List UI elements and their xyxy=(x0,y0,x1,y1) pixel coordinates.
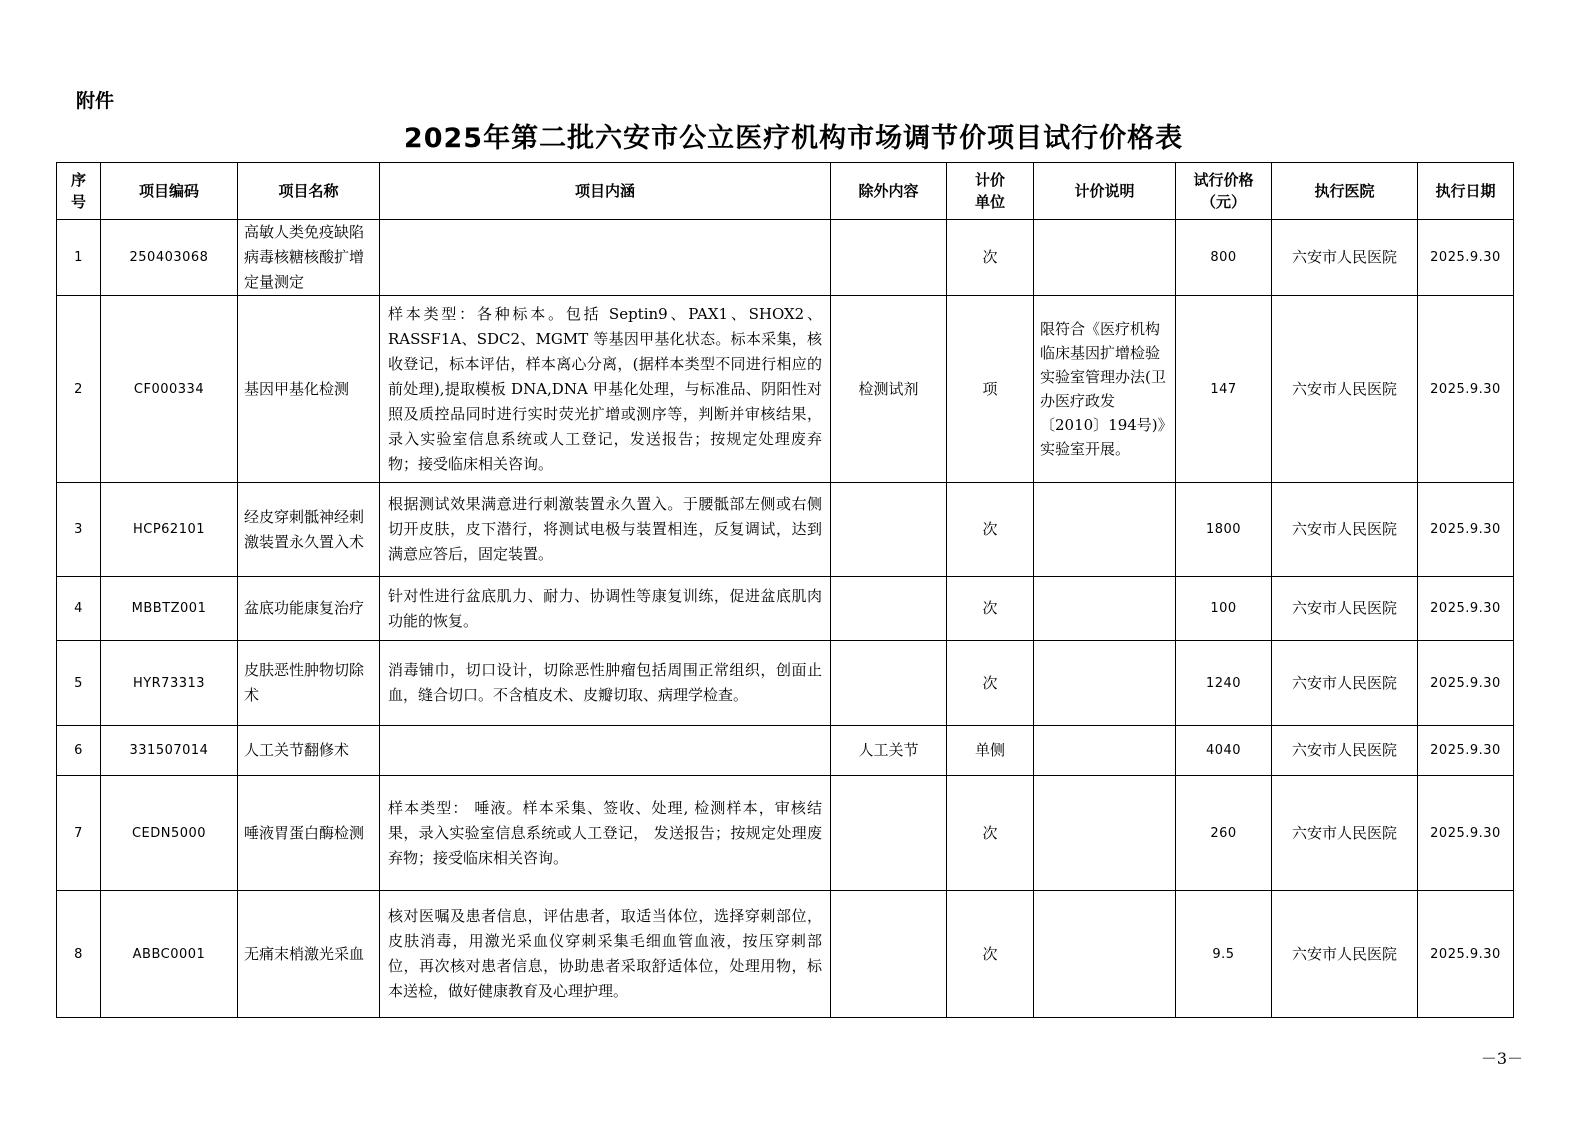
cell-price: 147 xyxy=(1176,296,1272,483)
cell-date: 2025.9.30 xyxy=(1418,577,1514,641)
header-name: 项目名称 xyxy=(238,163,380,220)
cell-price: 9.5 xyxy=(1176,891,1272,1018)
cell-date: 2025.9.30 xyxy=(1418,483,1514,577)
page-number: －3－ xyxy=(1480,1049,1523,1068)
cell-hospital: 六安市人民医院 xyxy=(1272,220,1418,296)
cell-date: 2025.9.30 xyxy=(1418,220,1514,296)
cell-price: 4040 xyxy=(1176,726,1272,776)
table-row xyxy=(57,641,1514,726)
cell-seq: 4 xyxy=(57,577,101,641)
cell-unit: 单侧 xyxy=(947,726,1034,776)
cell-content xyxy=(380,726,831,776)
cell-hospital: 六安市人民医院 xyxy=(1272,483,1418,577)
cell-unit: 次 xyxy=(947,776,1034,891)
cell-code: HCP62101 xyxy=(101,483,238,577)
header-unit: 计价单位 xyxy=(947,163,1034,220)
cell-hospital: 六安市人民医院 xyxy=(1272,296,1418,483)
cell-code: ABBC0001 xyxy=(101,891,238,1018)
cell-note xyxy=(1034,726,1176,776)
table-body xyxy=(57,220,1514,1018)
cell-hospital: 六安市人民医院 xyxy=(1272,577,1418,641)
header-date: 执行日期 xyxy=(1418,163,1514,220)
cell-seq: 3 xyxy=(57,483,101,577)
cell-hospital: 六安市人民医院 xyxy=(1272,726,1418,776)
header-seq: 序号 xyxy=(57,163,101,220)
table-row xyxy=(57,776,1514,891)
cell-code: CF000334 xyxy=(101,296,238,483)
cell-unit: 次 xyxy=(947,641,1034,726)
cell-name: 无痛末梢激光采血 xyxy=(238,891,380,1018)
cell-content: 样本类型： 唾液。样本采集、签收、处理, 检测样本，审核结果，录入实验室信息系统或人工登记， 发送报告；按规定处理废弃物；接受临床相关咨询。 xyxy=(380,776,831,891)
cell-content: 消毒铺巾，切口设计，切除恶性肿瘤包括周围正常组织，创面止血，缝合切口。不含植皮术、皮瓣切取、病理学检查。 xyxy=(380,641,831,726)
header-exclusion: 除外内容 xyxy=(831,163,947,220)
cell-seq: 2 xyxy=(57,296,101,483)
cell-price: 1240 xyxy=(1176,641,1272,726)
cell-price: 800 xyxy=(1176,220,1272,296)
cell-note xyxy=(1034,220,1176,296)
header-price: 试行价格（元） xyxy=(1176,163,1272,220)
header-content: 项目内涵 xyxy=(380,163,831,220)
cell-unit: 项 xyxy=(947,296,1034,483)
table-row xyxy=(57,296,1514,483)
cell-note xyxy=(1034,577,1176,641)
cell-exclusion xyxy=(831,577,947,641)
cell-date: 2025.9.30 xyxy=(1418,641,1514,726)
cell-name: 唾液胃蛋白酶检测 xyxy=(238,776,380,891)
cell-unit: 次 xyxy=(947,220,1034,296)
cell-hospital: 六安市人民医院 xyxy=(1272,891,1418,1018)
cell-price: 100 xyxy=(1176,577,1272,641)
cell-price: 260 xyxy=(1176,776,1272,891)
cell-seq: 1 xyxy=(57,220,101,296)
cell-exclusion xyxy=(831,776,947,891)
header-code: 项目编码 xyxy=(101,163,238,220)
header-note: 计价说明 xyxy=(1034,163,1176,220)
table-row xyxy=(57,726,1514,776)
cell-seq: 8 xyxy=(57,891,101,1018)
cell-content: 根据测试效果满意进行刺激装置永久置入。于腰骶部左侧或右侧切开皮肤，皮下潜行，将测试电极与装置相连，反复调试，达到满意应答后，固定装置。 xyxy=(380,483,831,577)
cell-date: 2025.9.30 xyxy=(1418,891,1514,1018)
cell-name: 盆底功能康复治疗 xyxy=(238,577,380,641)
price-table xyxy=(56,162,1514,1018)
cell-date: 2025.9.30 xyxy=(1418,296,1514,483)
cell-exclusion xyxy=(831,220,947,296)
page-title: 2025年第二批六安市公立医疗机构市场调节价项目试行价格表 xyxy=(403,123,1184,154)
cell-content: 核对医嘱及患者信息，评估患者，取适当体位，选择穿刺部位，皮肤消毒，用激光采血仪穿刺采集毛细血管血液，按压穿刺部位，再次核对患者信息，协助患者采取舒适体位，处理用物，标本送检，做好健康教育及心理护理。 xyxy=(380,891,831,1018)
cell-code: CEDN5000 xyxy=(101,776,238,891)
cell-name: 高敏人类免疫缺陷病毒核糖核酸扩增定量测定 xyxy=(238,220,380,296)
cell-exclusion: 人工关节 xyxy=(831,726,947,776)
cell-unit: 次 xyxy=(947,577,1034,641)
cell-seq: 5 xyxy=(57,641,101,726)
cell-exclusion xyxy=(831,891,947,1018)
cell-exclusion: 检测试剂 xyxy=(831,296,947,483)
table-row xyxy=(57,483,1514,577)
cell-hospital: 六安市人民医院 xyxy=(1272,641,1418,726)
cell-name: 经皮穿刺骶神经刺激装置永久置入术 xyxy=(238,483,380,577)
cell-unit: 次 xyxy=(947,483,1034,577)
cell-note xyxy=(1034,641,1176,726)
cell-unit: 次 xyxy=(947,891,1034,1018)
cell-hospital: 六安市人民医院 xyxy=(1272,776,1418,891)
cell-name: 人工关节翻修术 xyxy=(238,726,380,776)
header-hospital: 执行医院 xyxy=(1272,163,1418,220)
cell-note xyxy=(1034,776,1176,891)
cell-exclusion xyxy=(831,483,947,577)
cell-note: 限符合《医疗机构临床基因扩增检验实验室管理办法(卫办医疗政发〔2010〕194号)》实验室开展。 xyxy=(1034,296,1176,483)
cell-content: 样本类型：各种标本。包括 Septin9、PAX1、SHOX2、RASSF1A、SDC2、MGMT 等基因甲基化状态。标本采集，核收登记，标本评估，样本离心分离，(据样本类型不同进行相应的前处理),提取模板 DNA,DNA 甲基化处理，与标准品、阴阳性对照及质控品同时进行实时荧光扩增或测序等，判断并审核结果，录入实验室信息系统或人工登记，发送报告；按规定处理废弃物；接受临床相关咨询。 xyxy=(380,296,831,483)
cell-code: 250403068 xyxy=(101,220,238,296)
cell-seq: 7 xyxy=(57,776,101,891)
cell-exclusion xyxy=(831,641,947,726)
attachment-label: 附件 xyxy=(76,90,115,112)
table-row xyxy=(57,891,1514,1018)
cell-content xyxy=(380,220,831,296)
cell-code: 331507014 xyxy=(101,726,238,776)
cell-price: 1800 xyxy=(1176,483,1272,577)
cell-date: 2025.9.30 xyxy=(1418,776,1514,891)
cell-name: 皮肤恶性肿物切除术 xyxy=(238,641,380,726)
table-row xyxy=(57,220,1514,296)
cell-code: MBBTZ001 xyxy=(101,577,238,641)
cell-note xyxy=(1034,891,1176,1018)
cell-content: 针对性进行盆底肌力、耐力、协调性等康复训练，促进盆底肌肉功能的恢复。 xyxy=(380,577,831,641)
cell-seq: 6 xyxy=(57,726,101,776)
table-row xyxy=(57,577,1514,641)
table-header-row xyxy=(57,163,1514,220)
cell-note xyxy=(1034,483,1176,577)
cell-date: 2025.9.30 xyxy=(1418,726,1514,776)
cell-name: 基因甲基化检测 xyxy=(238,296,380,483)
cell-code: HYR73313 xyxy=(101,641,238,726)
